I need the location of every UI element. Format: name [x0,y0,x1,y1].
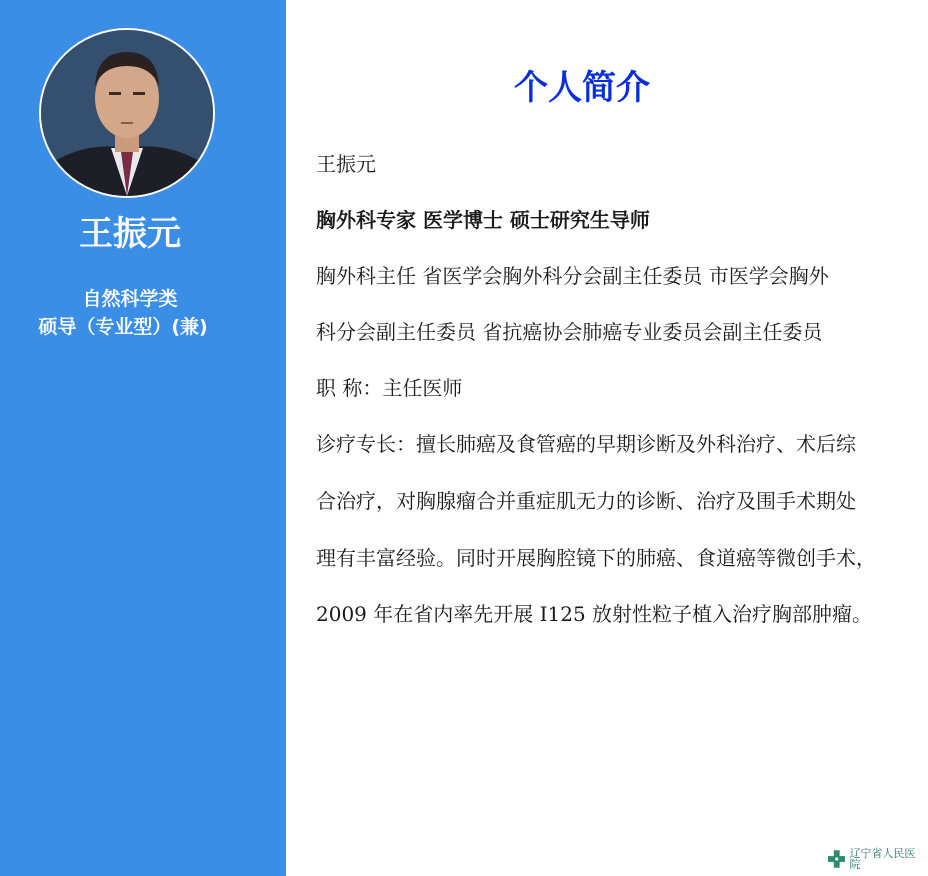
page-title: 个人简介 [514,68,650,108]
avatar [39,28,215,198]
bio-specialty-line-3: 理有丰富经验。同时开展胸腔镜下的肺癌、食道癌等微创手术， [316,546,876,570]
bio-titles-line: 胸外科专家 医学博士 硕士研究生导师 [316,208,650,232]
supervisor-role: 硕导（专业型）(兼) [38,316,208,338]
portrait-photo [41,30,213,196]
bio-positions-line-2: 科分会副主任委员 省抗癌协会肺癌专业委员会副主任委员 [316,320,823,344]
bio-specialty-line-1: 诊疗专长：擅长肺癌及食管癌的早期诊断及外科治疗、术后综 [316,432,856,456]
doctor-name: 王振元 [79,214,181,254]
hospital-logo-icon [828,850,845,868]
supervisor-category: 自然科学类 [82,288,178,310]
bio-specialty-line-4: 2009 年在省内率先开展 I125 放射性粒子植入治疗胸部肿瘤。 [316,602,873,626]
bio-rank-line: 职 称：主任医师 [316,376,463,400]
hospital-logo [828,848,924,870]
hospital-logo-text: 辽宁省人民医院 [849,847,916,871]
bio-positions-line-1: 胸外科主任 省医学会胸外科分会副主任委员 市医学会胸外 [316,264,829,288]
bio-name-line: 王振元 [316,152,376,176]
bio-specialty-line-2: 合治疗，对胸腺瘤合并重症肌无力的诊断、治疗及围手术期处 [316,489,856,513]
profile-sidebar [0,0,286,876]
